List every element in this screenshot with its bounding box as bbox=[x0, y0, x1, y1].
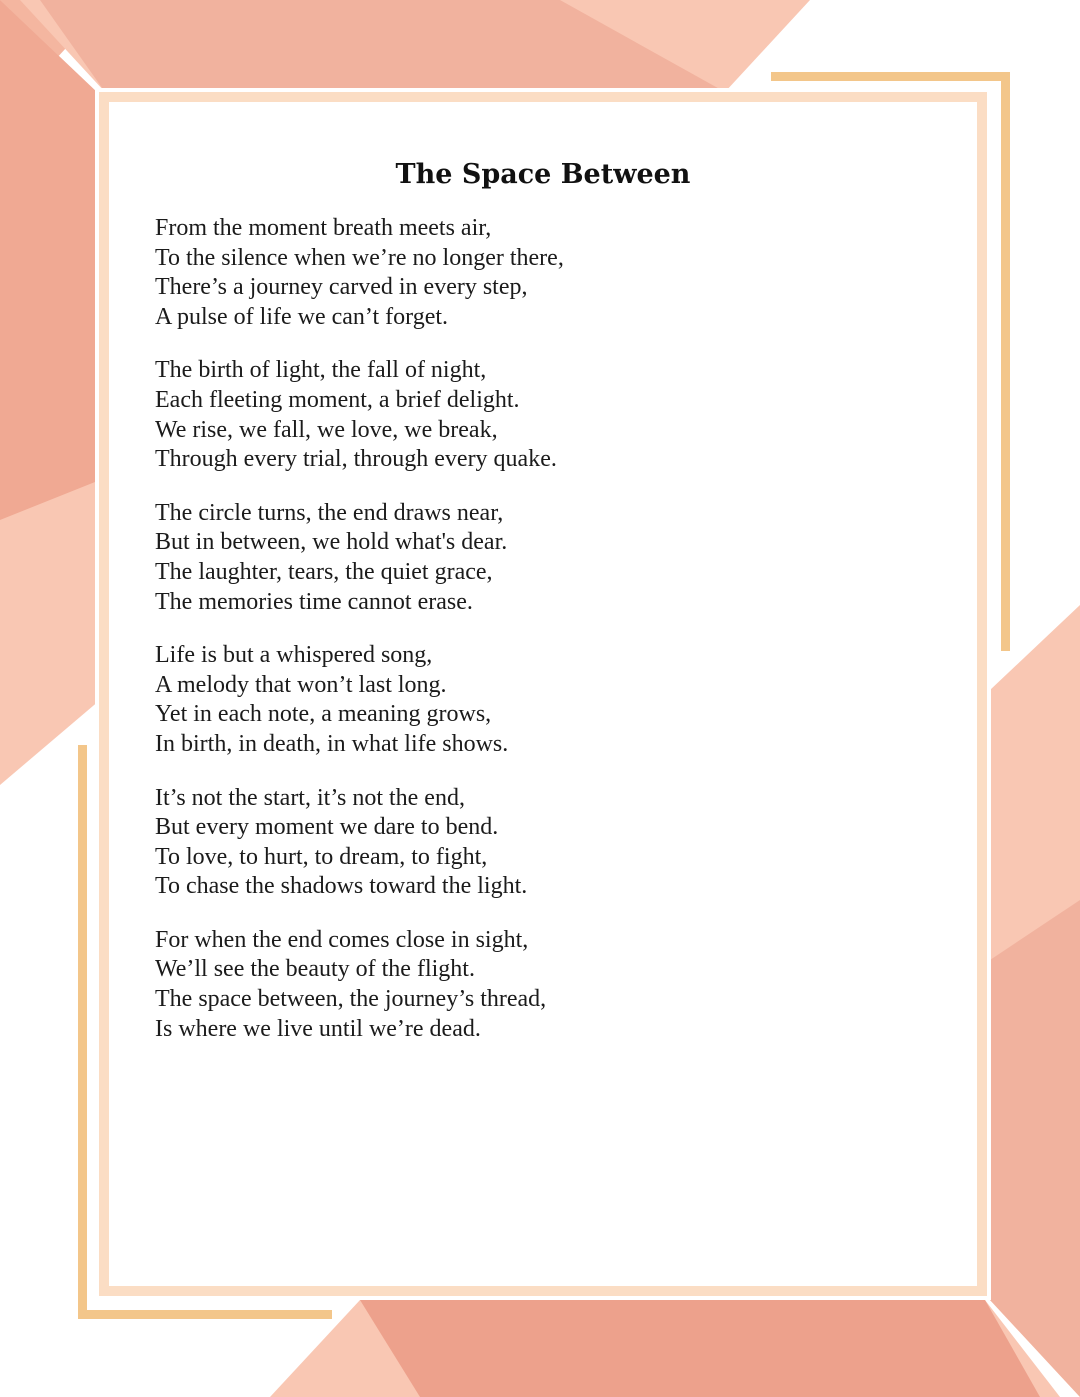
poem-line: But in between, we hold what's dear. bbox=[155, 529, 508, 556]
poem-line: The circle turns, the end draws near, bbox=[155, 499, 504, 526]
poem-line: In birth, in death, in what life shows. bbox=[155, 730, 509, 757]
poem-line: The space between, the journey’s thread, bbox=[155, 986, 547, 1013]
poem-title: The Space Between bbox=[395, 159, 691, 190]
stanza-5 bbox=[155, 784, 915, 902]
poem-line: The laughter, tears, the quiet grace, bbox=[155, 558, 493, 585]
poem-line: From the moment breath meets air, bbox=[155, 215, 492, 241]
poem-body bbox=[155, 214, 915, 1068]
bg-shape-right-band-dark bbox=[990, 900, 1080, 1397]
poem-line: There’s a journey carved in every step, bbox=[155, 274, 528, 301]
bg-shape-bottom-band-dark bbox=[360, 1300, 1040, 1397]
poem-line: A pulse of life we can’t forget. bbox=[155, 303, 449, 330]
poem-line: Life is but a whispered song, bbox=[155, 642, 433, 669]
poem-line: A melody that won’t last long. bbox=[155, 671, 447, 698]
poem-line: It’s not the start, it’s not the end, bbox=[155, 784, 465, 811]
stanza-1 bbox=[155, 214, 915, 332]
poem-line: We’ll see the beauty of the flight. bbox=[155, 956, 475, 983]
poem-line: To love, to hurt, to dream, to fight, bbox=[155, 843, 488, 870]
stanza-2 bbox=[155, 356, 915, 474]
poem-line: Each fleeting moment, a brief delight. bbox=[155, 386, 520, 413]
poem-line: To the silence when we’re no longer there, bbox=[155, 244, 564, 271]
poem-line: The memories time cannot erase. bbox=[155, 588, 473, 615]
stanza-3 bbox=[155, 499, 915, 617]
poem-line: The birth of light, the fall of night, bbox=[155, 357, 487, 384]
poem-line: For when the end comes close in sight, bbox=[155, 926, 529, 953]
poem-line: Yet in each note, a meaning grows, bbox=[155, 701, 492, 728]
poem-line: To chase the shadows toward the light. bbox=[155, 873, 528, 900]
stanza-6 bbox=[155, 926, 915, 1044]
bg-shape-left-band-dark bbox=[0, 0, 100, 520]
stanza-4 bbox=[155, 641, 915, 759]
poem-line: Is where we live until we’re dead. bbox=[155, 1015, 481, 1042]
poem-line: Through every trial, through every quake. bbox=[155, 446, 557, 473]
poem-line: But every moment we dare to bend. bbox=[155, 814, 499, 841]
poem-line: We rise, we fall, we love, we break, bbox=[155, 416, 498, 443]
